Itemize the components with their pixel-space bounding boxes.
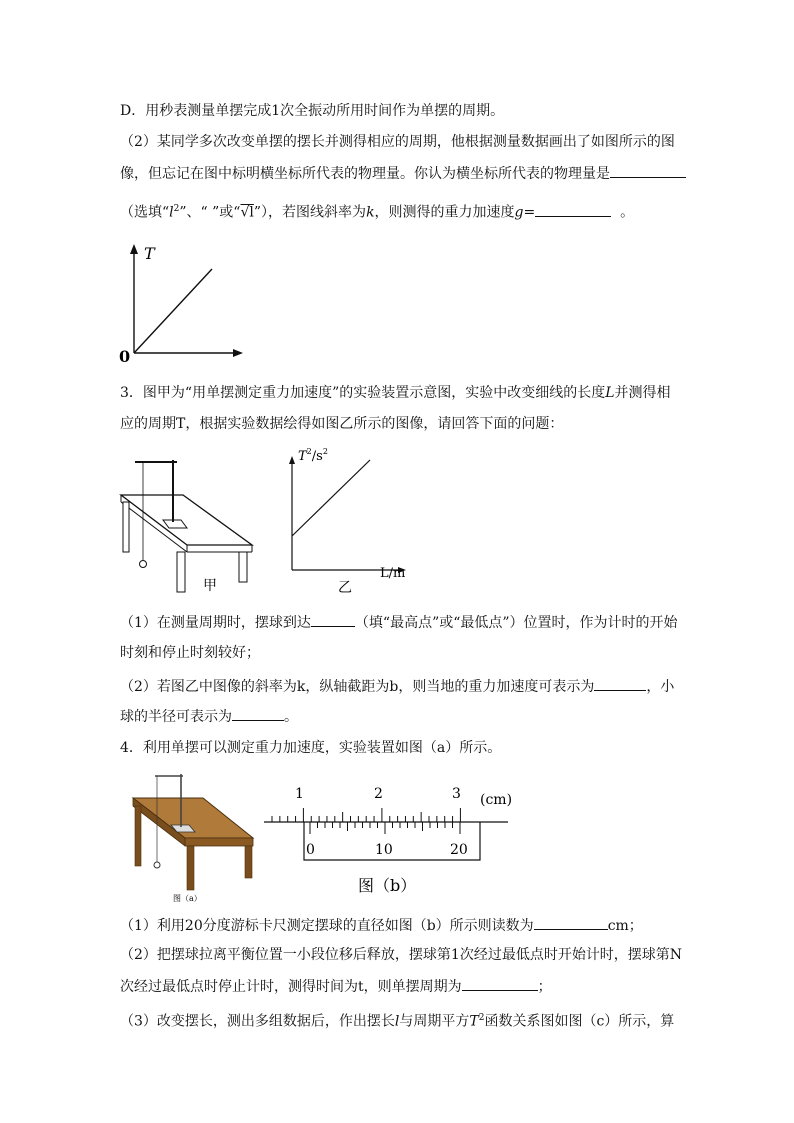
origin-label: 0 [119, 347, 131, 365]
option-l2-sup: 2 [173, 204, 180, 214]
answer-blank[interactable] [462, 976, 538, 991]
main-scale-ticks [272, 808, 460, 822]
main-scale-num: 1 [295, 786, 304, 802]
table-leg [135, 806, 141, 866]
q4-apparatus-figure [125, 770, 260, 905]
q2-graph [115, 240, 255, 365]
q2-text: （选填“ [120, 204, 170, 221]
option-d: D．用秒表测量单摆完成1次全振动所用时间作为单摆的周期。 [120, 103, 505, 119]
x-axis-arrow [233, 349, 243, 357]
y-axis-arrow [289, 456, 295, 464]
main-scale-num: 2 [374, 786, 383, 802]
table-leg [187, 846, 194, 890]
pendulum-bob [140, 561, 147, 568]
q3-text: 球的半径可表示为 [120, 709, 232, 725]
var-T: T [469, 1013, 479, 1030]
unit-label: (cm) [480, 792, 512, 808]
q4-2-line1: （2）把摆球拉离平衡位置一小段位移后释放，摆球第1次经过最低点时开始计时，摆球第N [120, 947, 683, 963]
graph-line [292, 460, 370, 536]
q2-text: ”），若图线斜率为 [253, 204, 367, 221]
answer-blank[interactable] [232, 706, 284, 721]
vernier-caliper-figure [262, 780, 512, 900]
graph-line [134, 269, 212, 353]
q3-text: 并测得相 [614, 385, 671, 401]
q2-line2 [120, 163, 686, 184]
q4-1-line [120, 915, 643, 936]
table-leg [177, 552, 185, 592]
var-L: L [605, 385, 615, 401]
q4-text: 与周期平方 [399, 1013, 470, 1030]
table-leg [245, 846, 252, 878]
q2-text: ”、“ ”或“ [179, 204, 241, 221]
answer-blank[interactable] [594, 676, 646, 691]
y-axis-label: T [144, 244, 155, 263]
caption-yi: 乙 [338, 580, 352, 596]
q2-line3 [120, 199, 634, 223]
answer-blank[interactable] [534, 915, 608, 930]
q2-line1: （2）某同学多次改变单摆的摆长并测得相应的周期，他根据测量数据画出了如图所示的图 [120, 134, 675, 150]
q3-graph [278, 446, 413, 596]
q3-1-line2: 时刻和停止时刻较好； [120, 645, 260, 661]
q4-3-line1 [120, 1008, 674, 1032]
q4-line1: 4．利用单摆可以测定重力加速度，实验装置如图（a）所示。 [120, 740, 502, 756]
q3-text: 。 [284, 709, 298, 725]
caption-a: 图（a） [173, 894, 202, 903]
caption-jia: 甲 [203, 578, 217, 594]
table-leg [123, 502, 129, 552]
q4-text: 次经过最低点时停止计时，测得时间为t，则单摆周期为 [120, 979, 462, 995]
q3-text: （填“最高点”或“最低点”）位置时，作为计时的开始 [354, 615, 678, 631]
table-edge [185, 838, 253, 846]
answer-blank[interactable] [311, 612, 355, 627]
q3-line1 [120, 383, 671, 403]
q4-2-line2 [120, 976, 552, 997]
answer-blank[interactable] [535, 202, 611, 217]
q3-text: （2）若图乙中图像的斜率为k，纵轴截距为b，则当地的重力加速度可表示为 [120, 679, 595, 695]
q3-text: 3．图甲为“用单摆测定重力加速度”的实验装置示意图，实验中改变细线的长度 [120, 385, 606, 401]
vernier-num: 10 [375, 842, 393, 858]
table-leg [239, 552, 247, 582]
q4-text: 函数关系图如图（c）所示，算 [484, 1013, 675, 1030]
x-axis-label: L/m [380, 566, 406, 581]
pendulum-bob [154, 862, 160, 868]
q4-text: ； [537, 979, 552, 995]
var-k: k [366, 204, 375, 221]
q2-line2-text: 像，但忘记在图中标明横坐标所代表的物理量。你认为横坐标所代表的物理量是 [120, 166, 610, 182]
y-axis-arrow [130, 244, 138, 254]
vernier-num: 20 [450, 842, 468, 858]
table-top [121, 495, 252, 545]
var-T-sup: 2 [478, 1013, 485, 1023]
q3-2-line2 [120, 706, 298, 727]
vernier-scale-ticks [310, 822, 460, 834]
q4-text: cm； [607, 918, 643, 934]
q2-text: 。 [620, 204, 635, 221]
option-sqrt-l: √l [240, 204, 254, 221]
var-l: l [394, 1013, 400, 1030]
q3-line2: 应的周期T，根据实验数据绘得如图乙所示的图像，请回答下面的问题： [120, 416, 564, 432]
q2-text: ，则测得的重力加速度 [374, 204, 515, 221]
main-scale-num: 3 [452, 786, 461, 802]
caption-b: 图（b） [358, 876, 417, 895]
answer-blank[interactable] [610, 163, 686, 178]
q4-text: （3）改变摆长，测出多组数据后，作出摆长 [120, 1013, 395, 1030]
q3-2-line1 [120, 676, 674, 697]
q3-1-line1 [120, 612, 678, 633]
var-g: g= [514, 204, 536, 221]
q3-text: ，小 [646, 679, 675, 695]
y-axis-label: $T^2/s^2$ [298, 447, 328, 464]
q4-text: （1）利用20分度游标卡尺测定摆球的直径如图（b）所示则读数为 [120, 918, 534, 934]
q3-apparatus-figure [115, 450, 260, 600]
vernier-num: 0 [306, 842, 315, 858]
option-l2: l [169, 204, 174, 221]
q3-text: （1）在测量周期时，摆球到达 [120, 615, 311, 631]
